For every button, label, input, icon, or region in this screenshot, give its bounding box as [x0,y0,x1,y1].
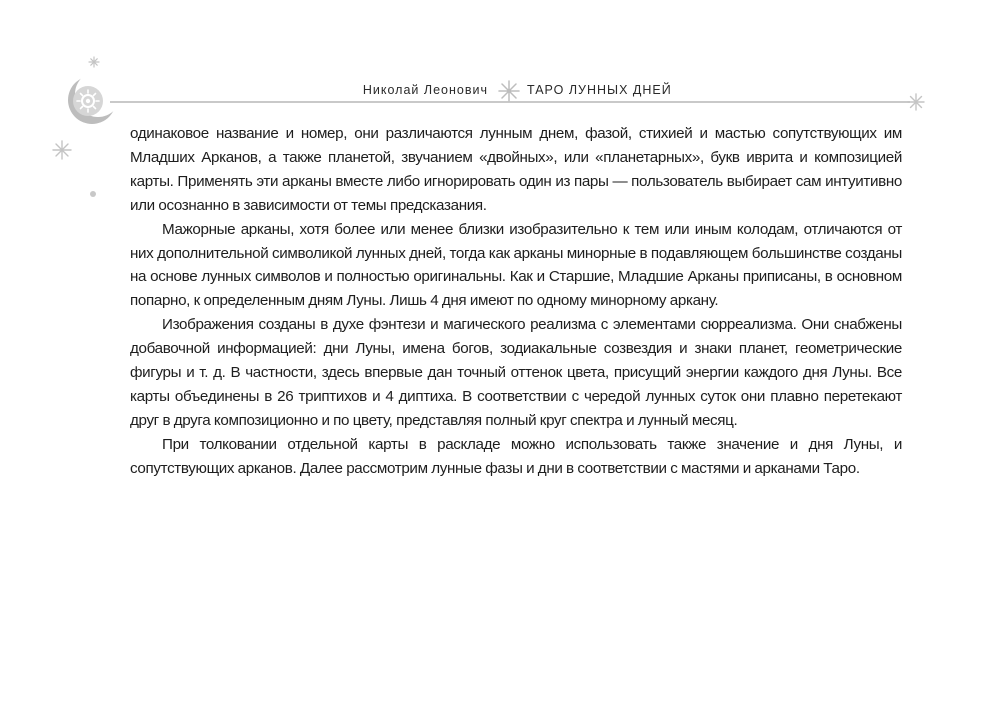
sparkle-star-icon [907,93,925,111]
paragraph: одинаковое название и номер, они различаются лунным днем, фазой, стихией и мастью сопутствующих им Младших Арканов, а также планетой, звучанием «двойных», или «планетарных», букв иврита и композицией карты. Применять эти арканы вместе либо игнорировать один из пары — пользователь выбирает сам интуитивно или осознанно в зависимости от темы предсказания. [130,125,902,214]
body-text [130,122,902,481]
crescent-moon-sun-icon [66,70,122,126]
paragraph: При толковании отдельной карты в раскладе можно использовать также значение и дня Луны, и сопутствующих арканов. Далее рассмотрим лунные фазы и дни в соответствии с мастями и арканами Таро. [130,435,902,477]
small-sparkle-icon [88,56,100,68]
paragraph: Мажорные арканы, хотя более или менее близки изобразительно к тем или иным колодам, отличаются от них дополнительной символикой лунных дней, тогда как арканы минорные в подавляющем большинстве созданы на основе лунных символов и полностью оригинальны. Как и Старшие, Младшие Арканы приписаны, в основном попарно, к определенным дням Луны. Лишь 4 дня имеют по одному минорному аркану. [130,220,902,310]
dot-icon [89,190,97,198]
running-head-author: Николай Леонович [362,83,488,97]
sparkle-star-icon [52,140,72,160]
sparkle-star-icon [497,79,521,103]
paragraph: Изображения созданы в духе фэнтези и магического реализма с элементами сюрреализма. Они снабжены добавочной информацией: дни Луны, имена богов, зодиакальные созвездия и знаки планет, геометрические фигуры и т. д. В частности, здесь впервые дан точный оттенок цвета, присущий энергии каждого дня Луны. Все карты объединены в 26 триптихов и 4 диптиха. В соответствии с чередой лунных суток они плавно перетекают друг в друга композиционно и по цвету, представляя полный круг спектра и лунный месяц. [130,316,902,429]
running-head-title: ТАРО ЛУННЫХ ДНЕЙ [527,83,672,97]
